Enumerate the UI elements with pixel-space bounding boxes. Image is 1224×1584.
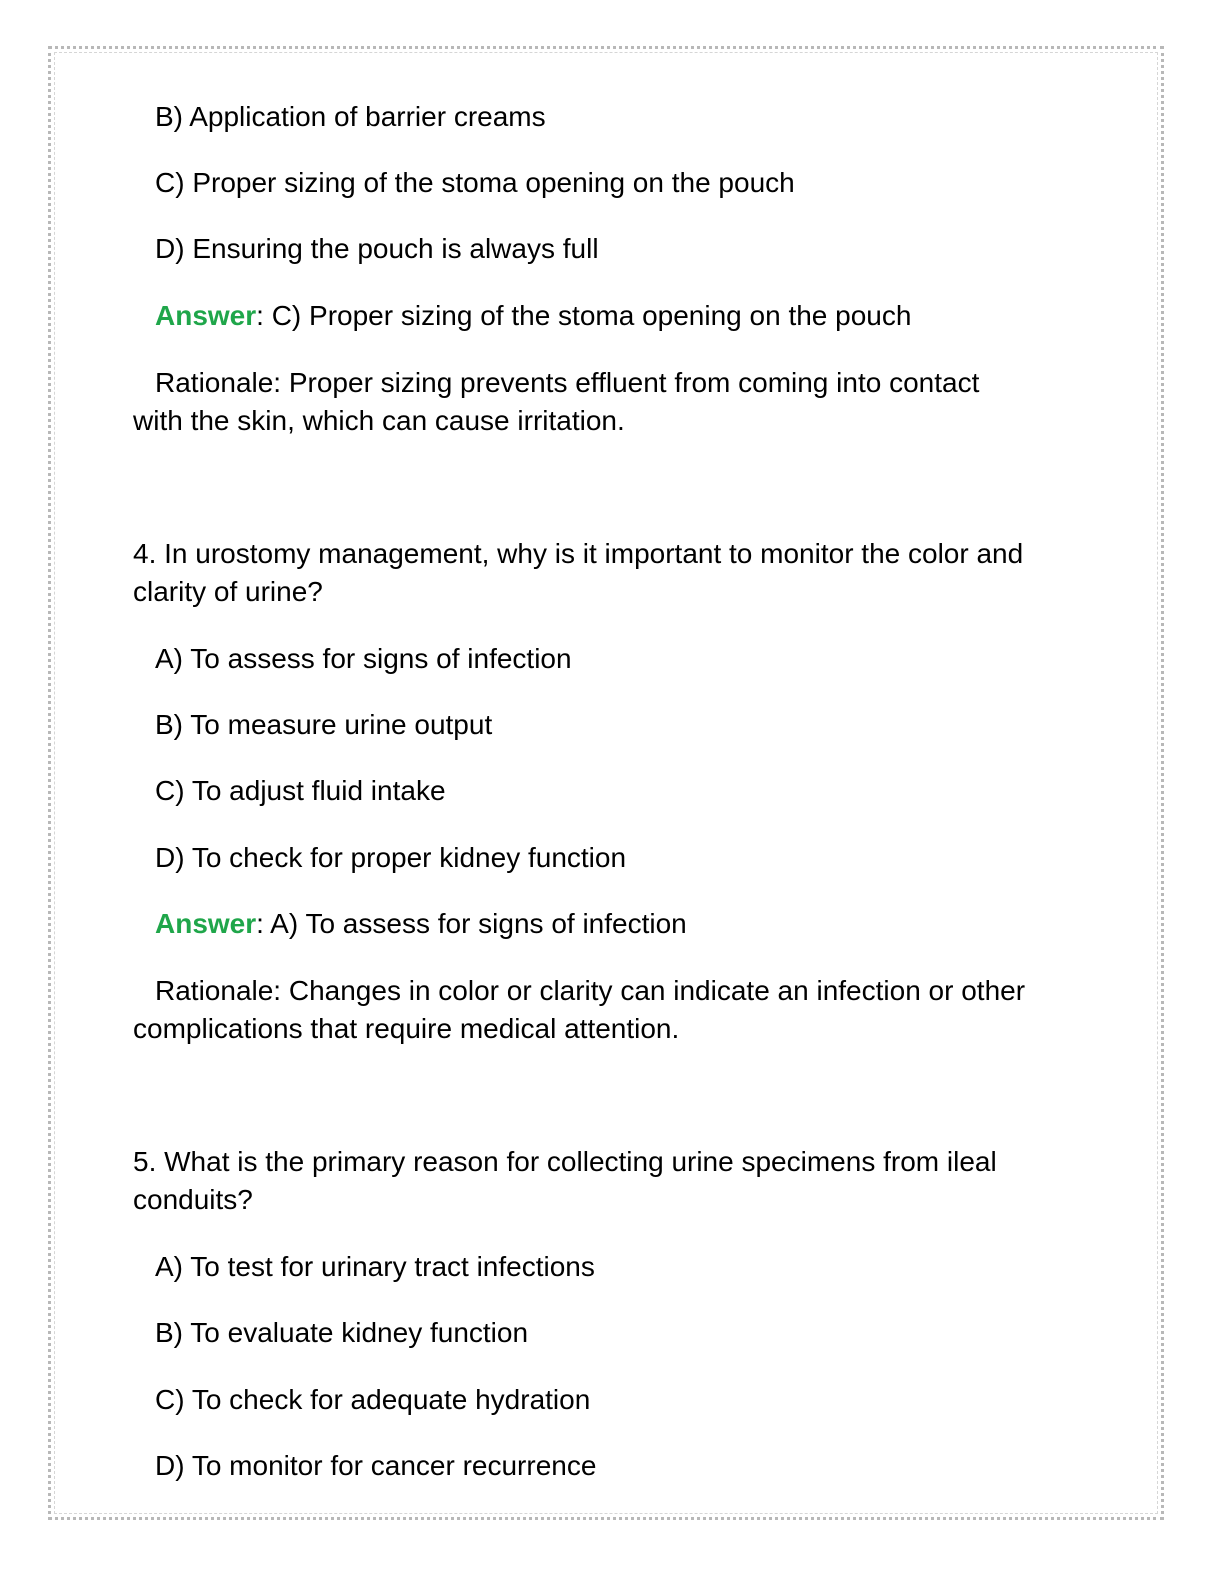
q4-option-c: C) To adjust fluid intake <box>155 775 446 806</box>
q4-answer-label: Answer <box>155 908 257 939</box>
q4-question-line1: 4. In urostomy management, why is it important to monitor the color and <box>133 538 1024 569</box>
q4-answer <box>155 905 687 943</box>
q3-answer <box>155 297 911 335</box>
q5-question-line2: conduits? <box>133 1184 253 1215</box>
q5-option-b: B) To evaluate kidney function <box>155 1317 529 1348</box>
q3-option-c: C) Proper sizing of the stoma opening on the pouch <box>155 167 795 198</box>
q4-rationale-line2: complications that require medical attention. <box>133 1013 680 1044</box>
q5-option-a: A) To test for urinary tract infections <box>155 1251 595 1282</box>
q4-question-line2: clarity of urine? <box>133 576 323 607</box>
q3-option-b: B) Application of barrier creams <box>155 101 546 132</box>
q4-option-b: B) To measure urine output <box>155 709 493 740</box>
q3-rationale-line2: with the skin, which can cause irritation. <box>133 405 625 436</box>
q3-answer-label: Answer <box>155 300 257 331</box>
q3-option-d: D) Ensuring the pouch is always full <box>155 233 599 264</box>
q5-option-d: D) To monitor for cancer recurrence <box>155 1450 597 1481</box>
q4-answer-text: : A) To assess for signs of infection <box>256 908 687 939</box>
q5-option-c: C) To check for adequate hydration <box>155 1384 591 1415</box>
q3-rationale-line1: Rationale: Proper sizing prevents effluent from coming into contact <box>155 367 980 398</box>
q5-question-line1: 5. What is the primary reason for collecting urine specimens from ileal <box>133 1146 997 1177</box>
q3-answer-text: : C) Proper sizing of the stoma opening on the pouch <box>256 300 912 331</box>
q4-option-d: D) To check for proper kidney function <box>155 842 627 873</box>
q4-rationale-line1: Rationale: Changes in color or clarity can indicate an infection or other <box>155 975 1026 1006</box>
q4-option-a: A) To assess for signs of infection <box>155 643 572 674</box>
